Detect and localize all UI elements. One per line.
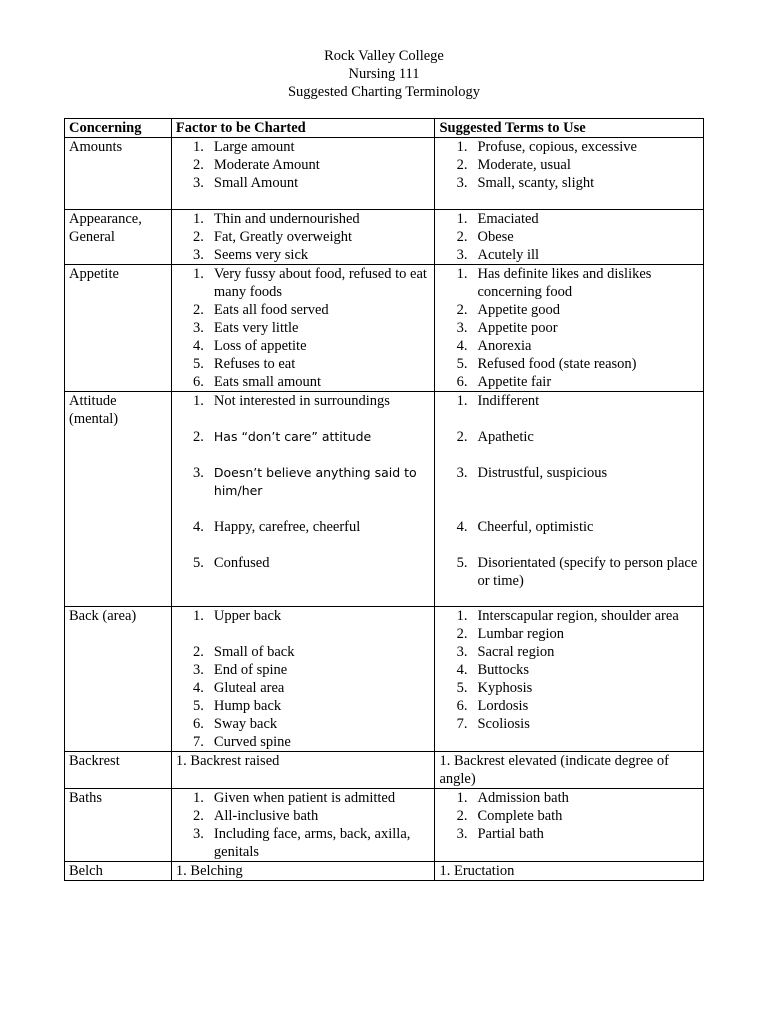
list-item: 1. Has definite likes and dislikes concerning food — [456, 266, 652, 300]
list-item: 2. All-inclusive bath — [193, 808, 319, 824]
list-item: 1. Profuse, copious, excessive — [456, 139, 637, 155]
list-item: 6. Sway back — [193, 716, 278, 732]
list-item: 3. Small Amount — [193, 175, 299, 191]
column-header-terms: Suggested Terms to Use — [435, 119, 704, 138]
charting-terminology-table — [64, 118, 704, 881]
list-item: 2. Lumbar region — [456, 626, 565, 642]
table-row — [65, 789, 704, 862]
list-item: 3. Seems very sick — [193, 247, 309, 263]
list-item: 5. Refused food (state reason) — [456, 356, 637, 372]
list-item: 1. Backrest elevated (indicate degree of angle) — [439, 753, 669, 787]
concerning-cell: Backrest — [65, 752, 172, 789]
list-item: 1. Eructation — [439, 863, 515, 879]
terms-cell — [435, 210, 704, 265]
list-item: 3. Doesn’t believe anything said to him/her — [193, 465, 417, 498]
list-item: 2. Eats all food served — [193, 302, 329, 318]
list-item: 7. Scoliosis — [456, 716, 530, 732]
concerning-cell: Baths — [65, 789, 172, 862]
terms-cell — [435, 607, 704, 752]
concerning-cell: Attitude (mental) — [65, 392, 172, 607]
document-title: Suggested Charting Terminology — [287, 84, 481, 100]
list-item: 3. Including face, arms, back, axilla, genitals — [193, 826, 411, 860]
factor-cell — [171, 789, 435, 862]
list-item: 3. Eats very little — [193, 320, 299, 336]
factor-cell — [171, 138, 435, 210]
list-item: 2. Has “don’t care” attitude — [193, 429, 372, 445]
list-item: 6. Lordosis — [456, 698, 529, 714]
factor-cell — [171, 210, 435, 265]
list-item: 1. Not interested in surroundings — [193, 393, 390, 409]
list-item: 1. Backrest raised — [175, 753, 280, 769]
column-header-concerning: Concerning — [65, 119, 172, 138]
list-item: 6. Eats small amount — [193, 374, 322, 390]
list-item: 4. Gluteal area — [193, 680, 285, 696]
list-item: 3. Sacral region — [456, 644, 555, 660]
list-item: 5. Kyphosis — [456, 680, 533, 696]
list-item: 2. Apathetic — [456, 429, 534, 445]
table-row — [65, 265, 704, 392]
factor-cell — [171, 752, 435, 789]
list-item: 1. Emaciated — [456, 211, 539, 227]
list-item: 3. Acutely ill — [456, 247, 540, 263]
list-item: 2. Small of back — [193, 644, 295, 660]
factor-cell — [171, 862, 435, 881]
concerning-cell: Amounts — [65, 138, 172, 210]
table-row — [65, 862, 704, 881]
column-header-factor: Factor to be Charted — [171, 119, 435, 138]
list-item: 1. Very fussy about food, refused to eat many foods — [193, 266, 427, 300]
list-item: 1. Large amount — [193, 139, 295, 155]
concerning-cell: Appearance, General — [65, 210, 172, 265]
course-name: Nursing 111 — [348, 66, 420, 82]
list-item: 3. Partial bath — [456, 826, 544, 842]
terms-cell — [435, 752, 704, 789]
list-item: 2. Complete bath — [456, 808, 563, 824]
table-row — [65, 392, 704, 607]
factor-cell — [171, 607, 435, 752]
college-name: Rock Valley College — [324, 48, 444, 64]
list-item: 6. Appetite fair — [456, 374, 552, 390]
terms-cell — [435, 138, 704, 210]
terms-cell — [435, 789, 704, 862]
list-item: 1. Upper back — [193, 608, 282, 624]
list-item: 5. Hump back — [193, 698, 282, 714]
terms-cell — [435, 265, 704, 392]
concerning-cell: Belch — [65, 862, 172, 881]
list-item: 1. Thin and undernourished — [193, 211, 360, 227]
list-item: 5. Refuses to eat — [193, 356, 296, 372]
list-item: 3. End of spine — [193, 662, 288, 678]
list-item: 4. Loss of appetite — [193, 338, 307, 354]
list-item: 3. Small, scanty, slight — [456, 175, 595, 191]
table-row — [65, 752, 704, 789]
concerning-cell: Back (area) — [65, 607, 172, 752]
list-item: 1. Interscapular region, shoulder area — [456, 608, 679, 624]
table-header-row — [65, 119, 704, 138]
list-item: 1. Given when patient is admitted — [193, 790, 396, 806]
factor-cell — [171, 392, 435, 607]
document-header — [0, 47, 768, 101]
list-item: 1. Belching — [175, 863, 243, 879]
list-item: 3. Appetite poor — [456, 320, 558, 336]
list-item: 5. Confused — [193, 555, 270, 571]
factor-cell — [171, 265, 435, 392]
list-item: 1. Admission bath — [456, 790, 569, 806]
list-item: 2. Appetite good — [456, 302, 561, 318]
list-item: 2. Moderate, usual — [456, 157, 571, 173]
list-item: 4. Anorexia — [456, 338, 532, 354]
table-row — [65, 607, 704, 752]
list-item: 5. Disorientated (specify to person place or time) — [456, 555, 698, 589]
list-item: 4. Cheerful, optimistic — [456, 519, 594, 535]
list-item: 4. Happy, carefree, cheerful — [193, 519, 361, 535]
terms-cell — [435, 392, 704, 607]
list-item: 7. Curved spine — [193, 734, 291, 750]
list-item: 4. Buttocks — [456, 662, 530, 678]
concerning-cell: Appetite — [65, 265, 172, 392]
list-item: 2. Moderate Amount — [193, 157, 320, 173]
table-row — [65, 210, 704, 265]
list-item: 1. Indifferent — [456, 393, 540, 409]
list-item: 2. Fat, Greatly overweight — [193, 229, 353, 245]
list-item: 2. Obese — [456, 229, 514, 245]
list-item: 3. Distrustful, suspicious — [456, 465, 608, 481]
terms-cell — [435, 862, 704, 881]
table-row — [65, 138, 704, 210]
